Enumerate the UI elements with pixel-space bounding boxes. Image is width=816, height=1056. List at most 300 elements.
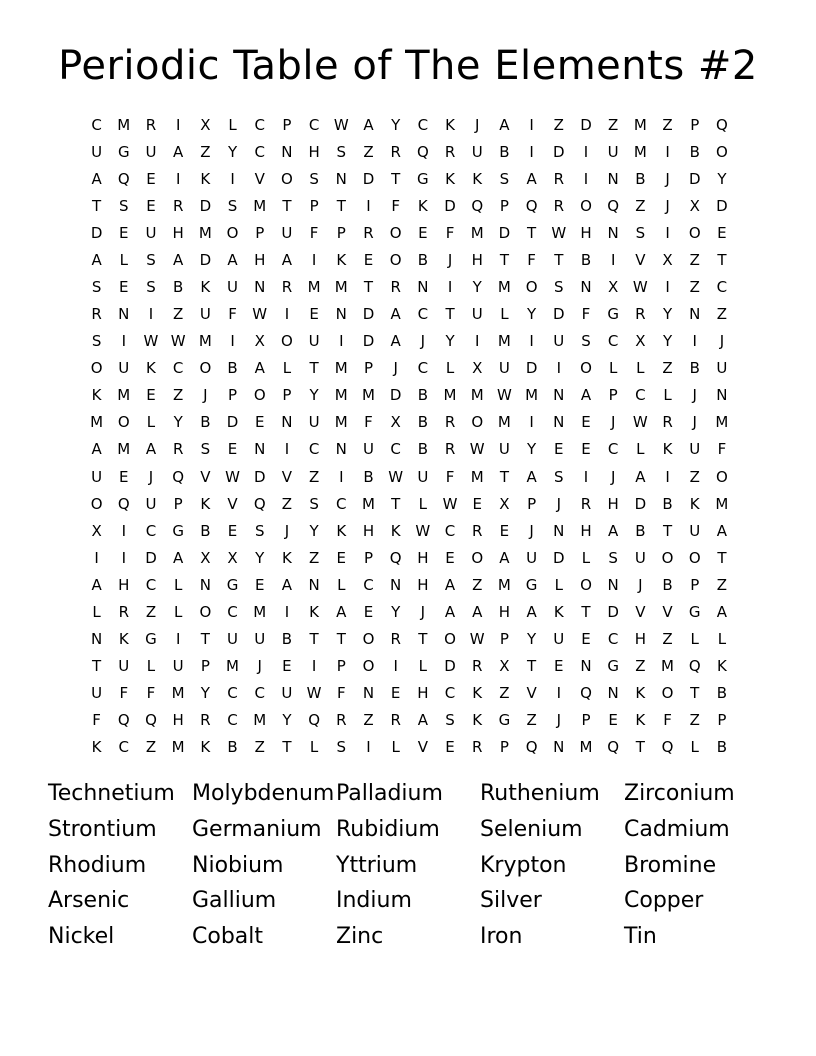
- grid-letter: D: [580, 115, 592, 134]
- grid-letter: J: [284, 521, 290, 540]
- grid-letter: S: [146, 250, 156, 269]
- grid-letter: K: [445, 169, 455, 188]
- grid-letter: U: [91, 142, 103, 161]
- grid-letter: C: [417, 115, 429, 134]
- grid-letter: S: [336, 142, 347, 161]
- grid-letter: Y: [391, 602, 401, 621]
- grid-letter: N: [199, 575, 211, 594]
- grid-letter: P: [336, 223, 346, 242]
- grid-letter: G: [172, 521, 184, 540]
- grid-letter: K: [472, 711, 483, 730]
- grid-letter: N: [362, 684, 375, 703]
- grid-letter: Z: [608, 115, 619, 134]
- grid-letter: R: [390, 630, 401, 649]
- grid-letter: C: [390, 440, 401, 459]
- grid-letter: D: [607, 602, 619, 621]
- grid-letter: I: [556, 359, 561, 378]
- grid-letter: U: [553, 332, 565, 351]
- grid-letter: I: [529, 413, 534, 432]
- grid-letter: S: [336, 738, 347, 757]
- grid-letter: N: [254, 278, 266, 296]
- grid-letter: M: [117, 115, 131, 134]
- grid-letter: N: [90, 630, 103, 649]
- grid-letter: P: [282, 386, 292, 405]
- grid-letter: J: [475, 115, 480, 134]
- grid-letter: K: [200, 494, 211, 513]
- grid-letter: A: [608, 521, 619, 540]
- grid-letter: Y: [662, 332, 673, 351]
- grid-letter: Y: [527, 440, 537, 459]
- grid-letter: S: [227, 196, 238, 215]
- grid-letter: O: [281, 332, 293, 351]
- grid-letter: R: [472, 521, 483, 540]
- grid-letter: E: [254, 575, 265, 594]
- grid-letter: J: [257, 657, 262, 676]
- grid-letter: X: [200, 115, 211, 134]
- grid-letter: C: [254, 142, 265, 161]
- grid-letter: D: [389, 386, 402, 405]
- grid-letter: L: [418, 494, 428, 513]
- grid-letter: P: [309, 196, 319, 215]
- grid-letter: Z: [716, 575, 728, 594]
- grid-letter: T: [662, 521, 673, 540]
- grid-letter: L: [173, 602, 183, 621]
- grid-letter: O: [688, 223, 701, 242]
- word-list-item: Silver: [480, 888, 542, 914]
- grid-letter: I: [175, 115, 181, 134]
- grid-letter: P: [608, 386, 618, 405]
- grid-letter: V: [227, 494, 238, 513]
- grid-letter: A: [91, 575, 102, 594]
- grid-letter: L: [391, 738, 400, 757]
- grid-letter: Z: [254, 738, 265, 757]
- grid-letter: E: [254, 413, 265, 432]
- grid-letter: E: [445, 548, 455, 567]
- grid-letter: W: [442, 494, 458, 513]
- grid-letter: N: [607, 169, 619, 188]
- grid-letter: O: [199, 359, 212, 378]
- grid-letter: M: [171, 684, 185, 703]
- grid-letter: E: [472, 494, 482, 513]
- grid-letter: I: [339, 332, 344, 351]
- grid-letter: E: [336, 548, 347, 567]
- grid-letter: P: [363, 359, 373, 378]
- grid-letter: S: [309, 169, 319, 188]
- grid-letter: E: [554, 657, 564, 676]
- grid-letter: P: [173, 494, 183, 513]
- grid-letter: C: [172, 359, 184, 378]
- grid-letter: I: [529, 142, 534, 161]
- grid-letter: P: [690, 115, 700, 134]
- grid-letter: T: [92, 657, 102, 676]
- grid-letter: N: [553, 738, 565, 757]
- grid-letter: B: [363, 467, 374, 486]
- grid-letter: U: [254, 630, 266, 649]
- grid-letter: H: [607, 494, 619, 513]
- word-list-item: Niobium: [192, 852, 284, 878]
- grid-letter: X: [635, 332, 646, 351]
- grid-letter: I: [692, 332, 697, 351]
- grid-letter: E: [418, 223, 428, 242]
- grid-letter: W: [469, 630, 485, 649]
- grid-letter: N: [553, 386, 565, 405]
- grid-letter: A: [254, 359, 265, 378]
- grid-letter: M: [633, 115, 647, 134]
- grid-letter: L: [146, 413, 156, 432]
- grid-letter: R: [91, 305, 102, 324]
- grid-letter: M: [497, 278, 511, 296]
- grid-letter: A: [91, 169, 102, 188]
- grid-letter: A: [499, 115, 510, 134]
- grid-letter: W: [632, 278, 648, 296]
- grid-letter: M: [253, 711, 267, 730]
- grid-letter: B: [635, 521, 646, 540]
- grid-letter: G: [417, 169, 429, 188]
- grid-letter: F: [364, 413, 373, 432]
- grid-letter: D: [90, 223, 103, 242]
- grid-letter: O: [580, 575, 592, 594]
- grid-letter: Z: [173, 305, 184, 324]
- grid-letter: T: [363, 278, 374, 296]
- grid-letter: V: [417, 738, 428, 757]
- grid-letter: Q: [389, 548, 402, 567]
- grid-letter: I: [284, 602, 290, 621]
- grid-letter: O: [281, 169, 293, 188]
- word-search-grid: [83, 111, 736, 761]
- grid-letter: D: [362, 332, 375, 351]
- grid-letter: C: [336, 494, 347, 513]
- grid-letter: Z: [363, 142, 374, 161]
- grid-letter: S: [608, 548, 618, 567]
- grid-letter: Y: [472, 278, 482, 296]
- grid-letter: B: [417, 386, 428, 405]
- grid-letter: X: [227, 548, 238, 567]
- grid-letter: S: [581, 332, 591, 351]
- grid-letter: K: [200, 169, 211, 188]
- grid-letter: Q: [308, 711, 320, 730]
- grid-letter: L: [690, 738, 699, 757]
- grid-letter: Y: [309, 521, 319, 540]
- grid-letter: Q: [253, 494, 266, 513]
- grid-letter: T: [445, 305, 455, 324]
- grid-letter: O: [362, 657, 375, 676]
- grid-letter: U: [634, 548, 646, 567]
- grid-letter: J: [420, 602, 426, 621]
- grid-letter: Q: [607, 196, 620, 215]
- grid-letter: M: [226, 657, 239, 676]
- grid-letter: K: [336, 521, 347, 540]
- grid-letter: E: [227, 440, 238, 459]
- grid-letter: H: [308, 142, 320, 161]
- grid-letter: O: [580, 196, 592, 215]
- grid-letter: U: [471, 142, 483, 161]
- grid-letter: I: [284, 305, 290, 324]
- word-list-item: Iron: [480, 924, 523, 949]
- grid-letter: A: [526, 467, 537, 486]
- grid-letter: I: [366, 196, 371, 215]
- grid-letter: E: [581, 440, 591, 459]
- grid-letter: R: [118, 602, 129, 621]
- grid-letter: O: [661, 548, 674, 567]
- grid-letter: Z: [308, 548, 320, 567]
- grid-letter: B: [417, 250, 428, 269]
- grid-letter: W: [143, 332, 159, 351]
- grid-letter: L: [636, 440, 645, 459]
- grid-letter: N: [390, 575, 402, 594]
- grid-letter: K: [472, 169, 483, 188]
- grid-letter: N: [335, 440, 347, 459]
- grid-letter: W: [306, 684, 322, 703]
- grid-letter: F: [717, 440, 727, 459]
- grid-letter: R: [580, 494, 592, 513]
- grid-letter: R: [444, 142, 456, 161]
- grid-letter: I: [148, 305, 154, 324]
- grid-letter: F: [92, 711, 101, 730]
- grid-letter: I: [529, 115, 534, 134]
- grid-letter: M: [334, 386, 348, 405]
- grid-letter: W: [333, 115, 349, 134]
- grid-letter: M: [715, 494, 729, 513]
- grid-letter: I: [393, 657, 398, 676]
- grid-letter: G: [226, 575, 239, 594]
- grid-letter: Q: [580, 684, 592, 703]
- grid-letter: R: [145, 115, 157, 134]
- word-list-item: Technetium: [48, 781, 175, 806]
- grid-letter: A: [91, 250, 102, 269]
- grid-letter: X: [499, 657, 510, 676]
- grid-letter: A: [145, 440, 157, 459]
- grid-letter: V: [281, 467, 293, 486]
- grid-letter: L: [608, 359, 618, 378]
- grid-letter: L: [554, 575, 563, 594]
- grid-letter: D: [634, 494, 647, 513]
- grid-letter: T: [581, 602, 591, 621]
- grid-letter: C: [308, 440, 320, 459]
- grid-letter: R: [444, 440, 456, 459]
- grid-letter: C: [716, 278, 728, 296]
- grid-letter: T: [309, 359, 319, 378]
- grid-letter: Z: [472, 575, 483, 594]
- grid-letter: X: [254, 332, 265, 351]
- grid-letter: N: [553, 413, 565, 432]
- grid-letter: P: [690, 575, 700, 594]
- grid-letter: D: [553, 305, 565, 324]
- grid-letter: E: [554, 440, 564, 459]
- grid-letter: B: [417, 413, 428, 432]
- grid-letter: Y: [173, 413, 183, 432]
- grid-letter: S: [309, 494, 319, 513]
- grid-letter: N: [607, 223, 619, 242]
- grid-letter: A: [390, 332, 401, 351]
- grid-letter: M: [579, 738, 593, 757]
- grid-letter: J: [420, 332, 426, 351]
- grid-letter: W: [388, 467, 404, 486]
- grid-letter: T: [92, 196, 102, 215]
- grid-letter: K: [91, 386, 102, 405]
- grid-letter: Z: [553, 115, 564, 134]
- grid-letter: I: [556, 684, 561, 703]
- grid-letter: K: [91, 738, 102, 757]
- grid-letter: T: [391, 494, 401, 513]
- grid-letter: J: [393, 359, 398, 378]
- grid-letter: L: [636, 359, 645, 378]
- grid-letter: I: [583, 467, 589, 486]
- grid-letter: B: [662, 494, 673, 513]
- grid-letter: K: [118, 630, 129, 649]
- grid-letter: X: [390, 413, 401, 432]
- grid-letter: U: [526, 548, 538, 567]
- grid-letter: M: [470, 223, 484, 242]
- page-title: Periodic Table of The Elements #2: [58, 43, 758, 89]
- grid-letter: M: [443, 386, 457, 405]
- grid-letter: Y: [717, 169, 727, 188]
- grid-letter: Q: [117, 169, 130, 188]
- grid-letter: C: [444, 521, 456, 540]
- grid-letter: C: [607, 332, 619, 351]
- grid-letter: Q: [145, 711, 157, 730]
- grid-letter: N: [417, 278, 429, 296]
- grid-letter: P: [255, 223, 265, 242]
- grid-letter: W: [170, 332, 186, 351]
- grid-letter: I: [339, 467, 344, 486]
- grid-letter: S: [499, 169, 510, 188]
- grid-letter: C: [308, 115, 320, 134]
- grid-letter: E: [581, 630, 591, 649]
- grid-letter: Y: [527, 630, 537, 649]
- grid-letter: X: [608, 278, 619, 296]
- grid-letter: M: [497, 332, 511, 351]
- grid-letter: T: [690, 684, 700, 703]
- grid-letter: Z: [689, 278, 700, 296]
- grid-letter: Q: [607, 738, 620, 757]
- grid-letter: R: [390, 278, 401, 296]
- grid-letter: K: [716, 657, 727, 676]
- grid-letter: I: [475, 332, 480, 351]
- grid-letter: Z: [308, 467, 320, 486]
- grid-letter: T: [391, 169, 401, 188]
- grid-letter: I: [230, 169, 235, 188]
- grid-letter: A: [472, 602, 483, 621]
- grid-letter: L: [500, 305, 509, 324]
- grid-letter: E: [146, 386, 156, 405]
- grid-letter: R: [444, 413, 456, 432]
- grid-letter: H: [118, 575, 130, 594]
- grid-letter: J: [529, 521, 534, 540]
- grid-letter: V: [254, 169, 265, 188]
- grid-letter: U: [281, 223, 293, 242]
- grid-letter: N: [308, 575, 320, 594]
- grid-letter: S: [554, 467, 564, 486]
- grid-letter: C: [118, 738, 130, 757]
- grid-letter: O: [389, 250, 402, 269]
- grid-letter: U: [471, 305, 483, 324]
- grid-letter: D: [444, 657, 456, 676]
- grid-letter: H: [362, 521, 375, 540]
- grid-letter: W: [225, 467, 240, 486]
- grid-letter: I: [583, 169, 589, 188]
- grid-letter: Z: [635, 657, 646, 676]
- grid-letter: O: [471, 548, 484, 567]
- grid-letter: L: [663, 386, 672, 405]
- grid-letter: Y: [662, 305, 673, 324]
- grid-letter: D: [199, 196, 212, 215]
- grid-letter: I: [175, 630, 181, 649]
- grid-letter: J: [692, 386, 697, 405]
- grid-letter: M: [117, 386, 131, 405]
- grid-letter: K: [281, 548, 292, 567]
- grid-letter: U: [145, 494, 157, 513]
- grid-letter: M: [361, 494, 375, 513]
- grid-letter: E: [390, 684, 401, 703]
- grid-letter: Z: [635, 196, 646, 215]
- grid-letter: E: [146, 169, 156, 188]
- grid-letter: E: [119, 223, 129, 242]
- grid-letter: R: [662, 413, 673, 432]
- grid-letter: G: [607, 305, 619, 324]
- grid-letter: O: [90, 494, 103, 513]
- grid-letter: E: [146, 196, 156, 215]
- grid-letter: B: [173, 278, 184, 296]
- grid-letter: K: [200, 278, 211, 296]
- grid-letter: T: [336, 630, 346, 649]
- grid-letter: A: [390, 305, 401, 324]
- grid-letter: K: [445, 115, 455, 134]
- grid-letter: S: [146, 278, 156, 296]
- grid-letter: U: [91, 684, 103, 703]
- grid-letter: M: [198, 223, 212, 242]
- grid-letter: J: [610, 467, 616, 486]
- word-list-item: Cobalt: [192, 924, 264, 949]
- grid-letter: Q: [688, 657, 701, 676]
- grid-letter: U: [689, 440, 701, 459]
- grid-letter: V: [526, 684, 537, 703]
- grid-letter: F: [581, 305, 591, 324]
- grid-letter: Q: [416, 142, 429, 161]
- grid-letter: S: [445, 711, 455, 730]
- grid-letter: M: [361, 386, 375, 405]
- grid-letter: B: [662, 575, 673, 594]
- grid-letter: V: [635, 602, 646, 621]
- grid-letter: N: [281, 142, 293, 161]
- grid-letter: T: [282, 196, 292, 215]
- grid-letter: Y: [200, 684, 210, 703]
- grid-letter: M: [497, 575, 511, 594]
- grid-letter: B: [200, 521, 211, 540]
- grid-letter: L: [309, 738, 319, 757]
- grid-letter: T: [309, 630, 319, 649]
- grid-letter: V: [662, 602, 673, 621]
- grid-letter: W: [252, 305, 268, 324]
- grid-letter: E: [282, 657, 292, 676]
- grid-letter: Y: [527, 305, 537, 324]
- grid-letter: C: [145, 521, 157, 540]
- grid-letter: U: [417, 467, 429, 486]
- grid-letter: H: [498, 602, 511, 621]
- grid-letter: G: [607, 657, 619, 676]
- grid-letter: U: [91, 467, 103, 486]
- grid-letter: I: [311, 250, 317, 269]
- grid-letter: T: [717, 548, 727, 567]
- grid-letter: K: [309, 602, 320, 621]
- grid-letter: F: [146, 684, 156, 703]
- grid-letter: P: [499, 738, 509, 757]
- grid-letter: Z: [689, 467, 700, 486]
- grid-letter: S: [635, 223, 646, 242]
- grid-letter: H: [254, 250, 266, 269]
- grid-letter: Q: [471, 196, 484, 215]
- grid-letter: G: [525, 575, 538, 594]
- grid-letter: W: [469, 440, 485, 459]
